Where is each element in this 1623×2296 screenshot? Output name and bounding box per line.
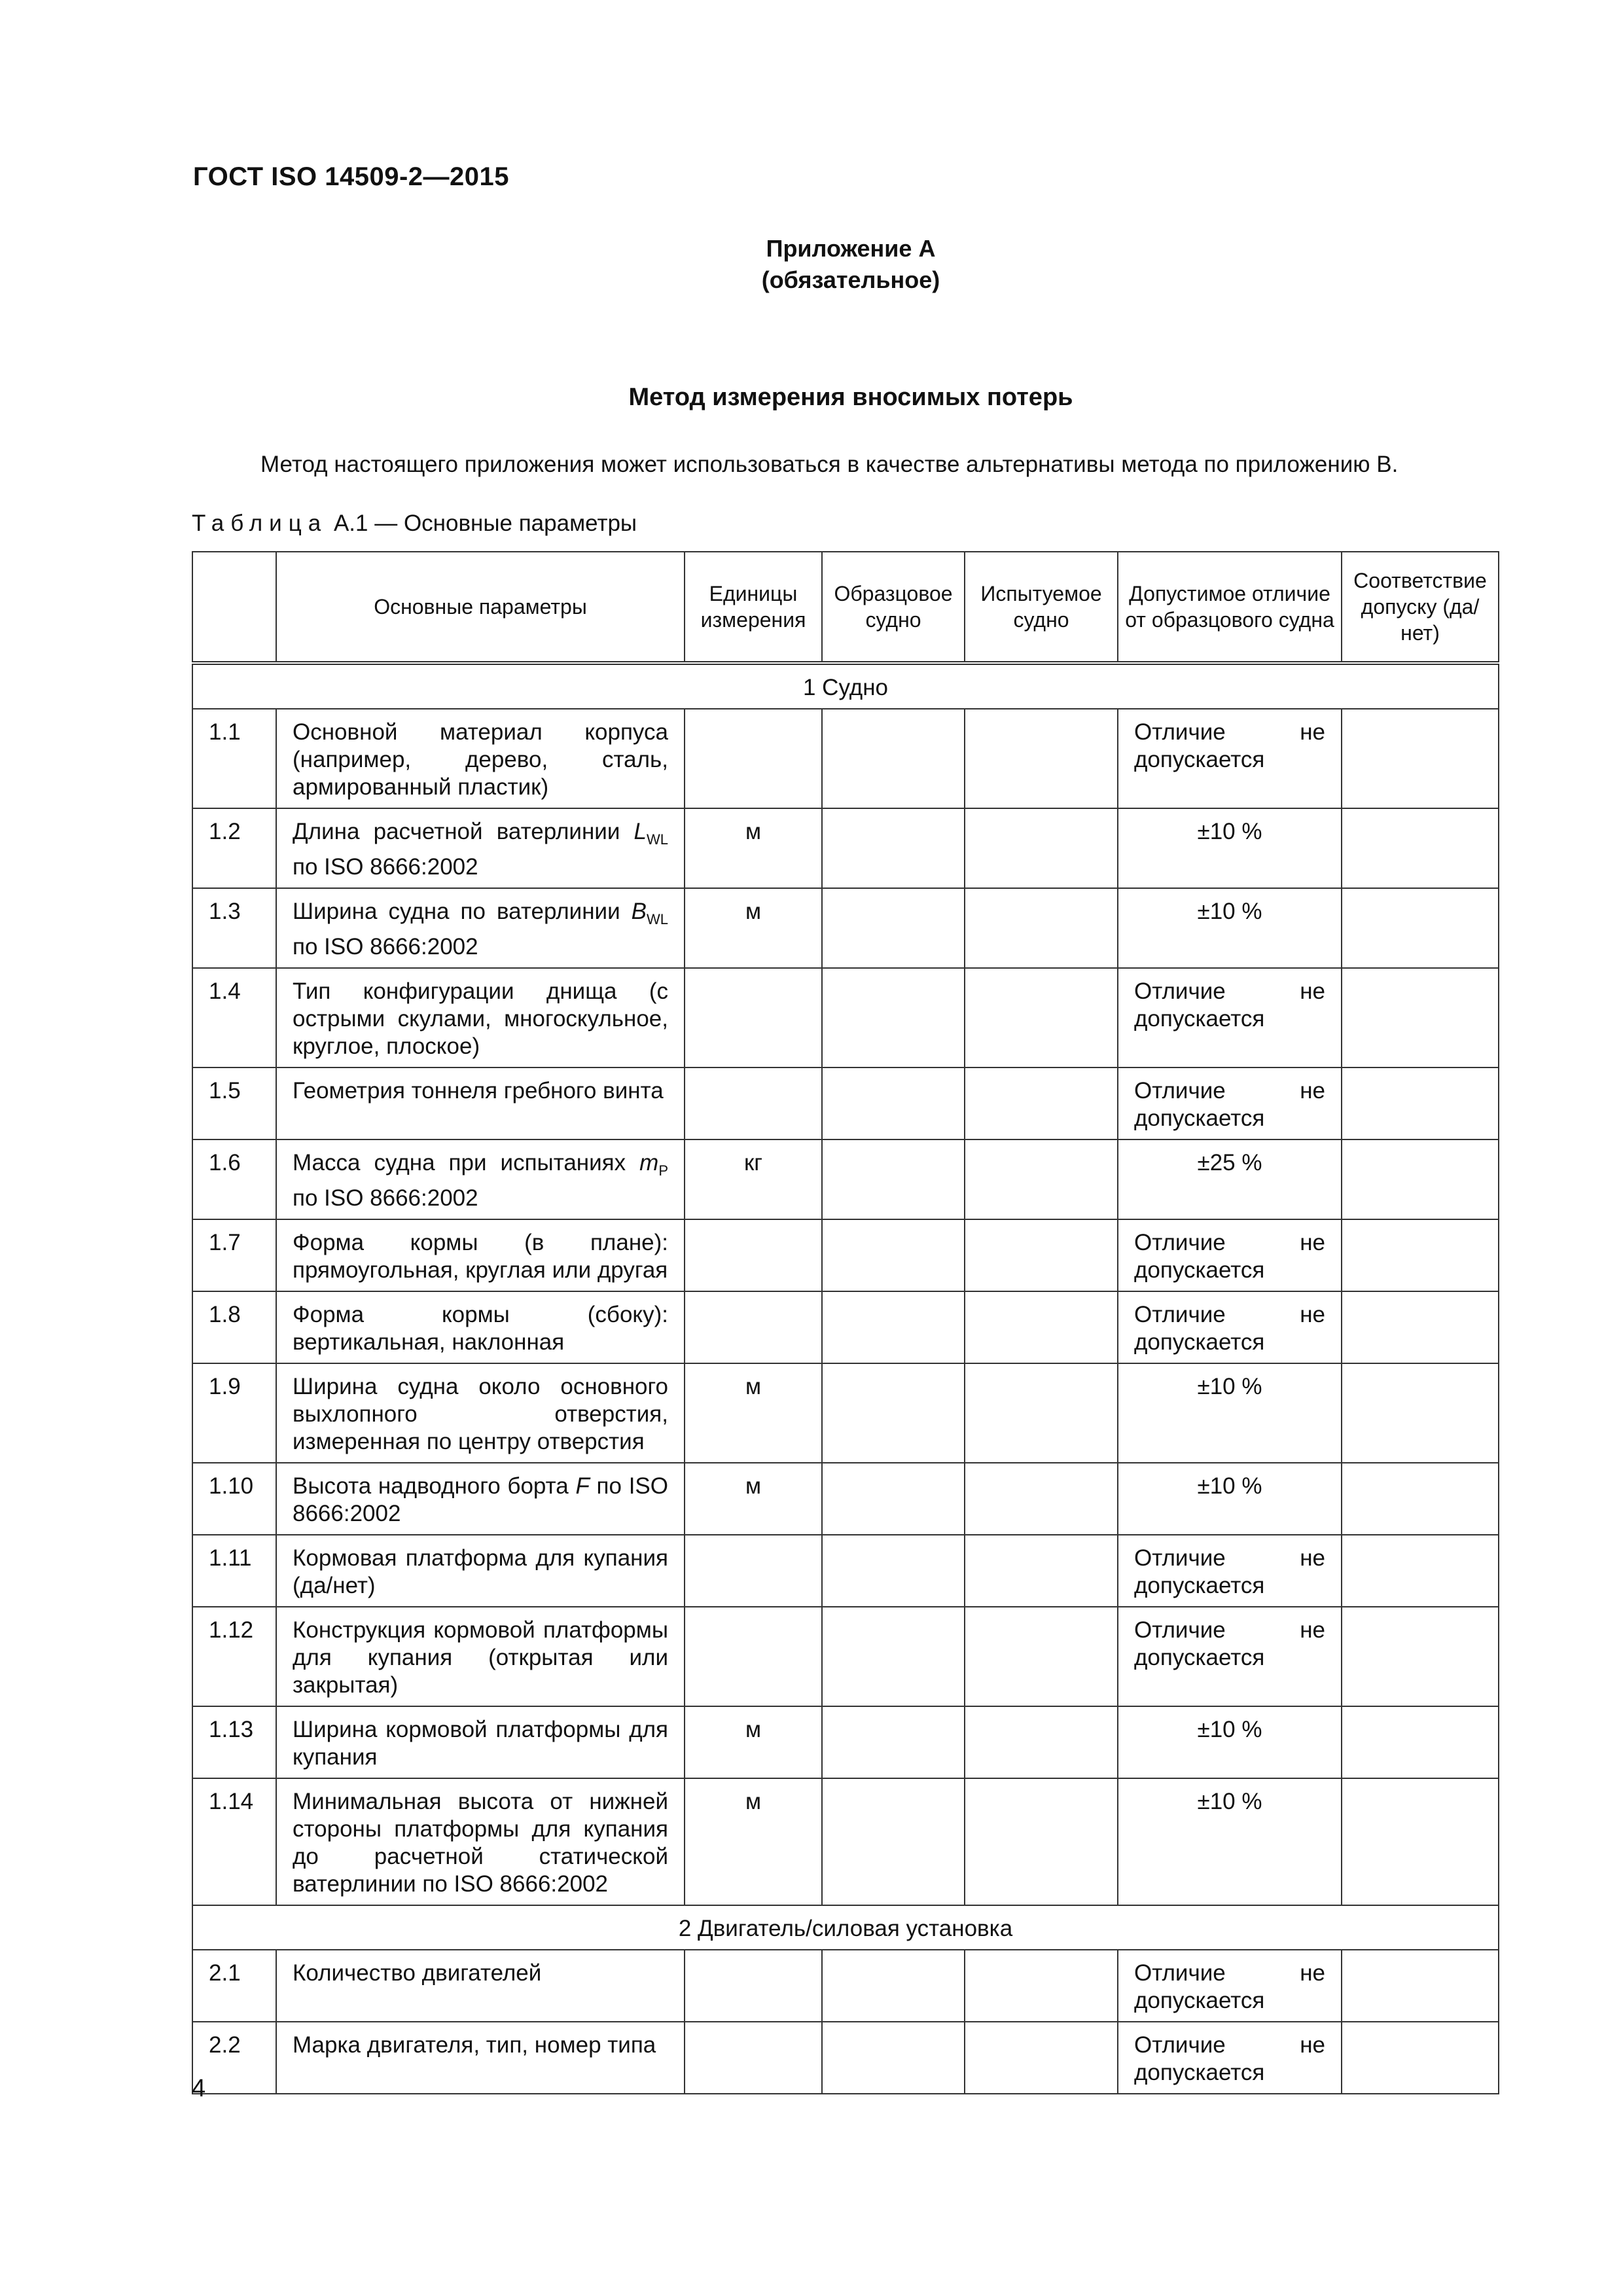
row-test-vessel[interactable] bbox=[965, 1139, 1118, 1219]
row-parameter: Геометрия тоннеля гребного винта bbox=[276, 1067, 685, 1139]
row-test-vessel[interactable] bbox=[965, 1778, 1118, 1905]
row-number: 1.14 bbox=[192, 1778, 276, 1905]
section-engine: 2 Двигатель/силовая установка bbox=[192, 1905, 1499, 1950]
section-engine-row bbox=[192, 1905, 1499, 1950]
row-reference-vessel[interactable] bbox=[822, 2022, 965, 2094]
table-row bbox=[192, 1463, 1499, 1535]
table-row bbox=[192, 1778, 1499, 1905]
param-symbol: m bbox=[639, 1150, 659, 1175]
section-vessel: 1 Судно bbox=[192, 663, 1499, 709]
row-number: 1.7 bbox=[192, 1219, 276, 1291]
row-tolerance: Отличие не допускается bbox=[1118, 2022, 1342, 2094]
row-tolerance: ±10 % bbox=[1118, 808, 1342, 888]
row-parameter: Ширина кормовой платформы для купания bbox=[276, 1706, 685, 1778]
row-parameter: Ширина судна около основного выхлопного отверстия, измеренная по центру отверстия bbox=[276, 1363, 685, 1463]
row-number: 1.3 bbox=[192, 888, 276, 968]
param-text-post: по ISO 8666:2002 bbox=[293, 854, 478, 880]
table-row bbox=[192, 1950, 1499, 2022]
page-number: 4 bbox=[192, 2075, 206, 2102]
row-test-vessel[interactable] bbox=[965, 1463, 1118, 1535]
row-compliance[interactable] bbox=[1342, 1778, 1499, 1905]
param-text-pre: Масса судна при испытаниях bbox=[293, 1150, 640, 1175]
table-caption bbox=[192, 511, 637, 537]
header-num bbox=[192, 552, 276, 663]
document-code: ГОСТ ISO 14509-2—2015 bbox=[193, 162, 509, 191]
row-number: 1.2 bbox=[192, 808, 276, 888]
row-tolerance: ±25 % bbox=[1118, 1139, 1342, 1219]
row-reference-vessel[interactable] bbox=[822, 968, 965, 1067]
row-test-vessel[interactable] bbox=[965, 1363, 1118, 1463]
row-test-vessel[interactable] bbox=[965, 2022, 1118, 2094]
row-tolerance: ±10 % bbox=[1118, 1463, 1342, 1535]
row-parameter: Форма кормы (сбоку): вертикальная, наклонная bbox=[276, 1291, 685, 1363]
section-vessel-row bbox=[192, 663, 1499, 709]
table-row bbox=[192, 968, 1499, 1067]
row-number: 1.11 bbox=[192, 1535, 276, 1607]
row-tolerance: ±10 % bbox=[1118, 1363, 1342, 1463]
row-tolerance: Отличие не допускается bbox=[1118, 1067, 1342, 1139]
row-compliance[interactable] bbox=[1342, 1067, 1499, 1139]
row-unit: м bbox=[685, 1363, 822, 1463]
row-test-vessel[interactable] bbox=[965, 1950, 1118, 2022]
row-reference-vessel[interactable] bbox=[822, 1778, 965, 1905]
table-row bbox=[192, 709, 1499, 808]
row-test-vessel[interactable] bbox=[965, 888, 1118, 968]
row-tolerance: ±10 % bbox=[1118, 888, 1342, 968]
table-row bbox=[192, 1067, 1499, 1139]
row-tolerance: ±10 % bbox=[1118, 1778, 1342, 1905]
row-unit: м bbox=[685, 1778, 822, 1905]
row-parameter bbox=[276, 1139, 685, 1219]
row-compliance[interactable] bbox=[1342, 808, 1499, 888]
row-parameter: Тип конфигурации днища (с острыми скулами, многоскульное, круглое, плоское) bbox=[276, 968, 685, 1067]
row-reference-vessel[interactable] bbox=[822, 709, 965, 808]
param-symbol: B bbox=[631, 899, 647, 924]
param-symbol: F bbox=[575, 1473, 590, 1499]
header-compliance: Соответствие допуску (да/нет) bbox=[1342, 552, 1499, 663]
row-number: 2.2 bbox=[192, 2022, 276, 2094]
row-number: 1.1 bbox=[192, 709, 276, 808]
row-unit bbox=[685, 1535, 822, 1607]
row-compliance[interactable] bbox=[1342, 1219, 1499, 1291]
row-parameter: Форма кормы (в плане): прямоугольная, круглая или другая bbox=[276, 1219, 685, 1291]
row-test-vessel[interactable] bbox=[965, 1291, 1118, 1363]
row-reference-vessel[interactable] bbox=[822, 1219, 965, 1291]
param-text-pre: Длина расчетной ватерлинии bbox=[293, 819, 634, 844]
row-test-vessel[interactable] bbox=[965, 808, 1118, 888]
row-unit bbox=[685, 968, 822, 1067]
row-unit: м bbox=[685, 1706, 822, 1778]
intro-paragraph: Метод настоящего приложения может использоваться в качестве альтернативы метода по приложению В. bbox=[260, 452, 1399, 477]
row-number: 1.13 bbox=[192, 1706, 276, 1778]
row-tolerance: Отличие не допускается bbox=[1118, 1219, 1342, 1291]
row-parameter: Кормовая платформа для купания (да/нет) bbox=[276, 1535, 685, 1607]
row-test-vessel[interactable] bbox=[965, 1535, 1118, 1607]
row-compliance[interactable] bbox=[1342, 1363, 1499, 1463]
param-subscript: P bbox=[658, 1162, 668, 1179]
row-number: 1.8 bbox=[192, 1291, 276, 1363]
parameters-table bbox=[192, 551, 1499, 2094]
row-compliance[interactable] bbox=[1342, 1291, 1499, 1363]
row-compliance[interactable] bbox=[1342, 2022, 1499, 2094]
row-reference-vessel[interactable] bbox=[822, 1607, 965, 1706]
row-parameter bbox=[276, 808, 685, 888]
row-test-vessel[interactable] bbox=[965, 709, 1118, 808]
row-number: 1.12 bbox=[192, 1607, 276, 1706]
row-parameter bbox=[276, 1463, 685, 1535]
row-unit bbox=[685, 1950, 822, 2022]
row-reference-vessel[interactable] bbox=[822, 1363, 965, 1463]
table-row bbox=[192, 1535, 1499, 1607]
row-reference-vessel[interactable] bbox=[822, 1291, 965, 1363]
param-text-post: по ISO 8666:2002 bbox=[293, 934, 478, 960]
table-row bbox=[192, 1291, 1499, 1363]
table-body bbox=[192, 663, 1499, 2094]
row-unit bbox=[685, 1291, 822, 1363]
header-ref-vessel: Образцовое судно bbox=[822, 552, 965, 663]
row-tolerance: Отличие не допускается bbox=[1118, 1607, 1342, 1706]
table-caption-word: Таблица bbox=[192, 511, 328, 536]
table-row bbox=[192, 2022, 1499, 2094]
row-reference-vessel[interactable] bbox=[822, 888, 965, 968]
table-row bbox=[192, 1363, 1499, 1463]
table-row bbox=[192, 1706, 1499, 1778]
row-unit: кг bbox=[685, 1139, 822, 1219]
param-text-pre: Ширина судна по ватерлинии bbox=[293, 899, 632, 924]
appendix-status: (обязательное) bbox=[761, 266, 940, 293]
row-parameter: Конструкция кормовой платформы для купания (открытая или закрытая) bbox=[276, 1607, 685, 1706]
row-compliance[interactable] bbox=[1342, 709, 1499, 808]
row-reference-vessel[interactable] bbox=[822, 1067, 965, 1139]
param-text-post: по ISO 8666:2002 bbox=[293, 1473, 668, 1526]
row-tolerance: Отличие не допускается bbox=[1118, 968, 1342, 1067]
row-number: 2.1 bbox=[192, 1950, 276, 2022]
row-number: 1.5 bbox=[192, 1067, 276, 1139]
row-parameter bbox=[276, 888, 685, 968]
method-title: Метод измерения вносимых потерь bbox=[628, 384, 1073, 411]
row-unit: м bbox=[685, 888, 822, 968]
row-compliance[interactable] bbox=[1342, 1139, 1499, 1219]
row-parameter: Основной материал корпуса (например, дерево, сталь, армированный пластик) bbox=[276, 709, 685, 808]
row-unit: м bbox=[685, 808, 822, 888]
row-number: 1.6 bbox=[192, 1139, 276, 1219]
row-number: 1.10 bbox=[192, 1463, 276, 1535]
row-tolerance: Отличие не допускается bbox=[1118, 1535, 1342, 1607]
header-test-vessel: Испытуемое судно bbox=[965, 552, 1118, 663]
header-param: Основные параметры bbox=[276, 552, 685, 663]
row-unit bbox=[685, 2022, 822, 2094]
header-unit: Единицы измерения bbox=[685, 552, 822, 663]
row-compliance[interactable] bbox=[1342, 888, 1499, 968]
row-compliance[interactable] bbox=[1342, 1950, 1499, 2022]
row-parameter: Количество двигателей bbox=[276, 1950, 685, 2022]
param-subscript: WL bbox=[647, 831, 668, 848]
row-unit bbox=[685, 1607, 822, 1706]
row-reference-vessel[interactable] bbox=[822, 1535, 965, 1607]
table-row bbox=[192, 1607, 1499, 1706]
appendix-title: Приложение А bbox=[766, 235, 936, 262]
param-symbol: L bbox=[633, 819, 647, 844]
table-row bbox=[192, 1139, 1499, 1219]
appendix-heading bbox=[654, 233, 1047, 296]
row-number: 1.9 bbox=[192, 1363, 276, 1463]
row-test-vessel[interactable] bbox=[965, 1607, 1118, 1706]
row-parameter: Марка двигателя, тип, номер типа bbox=[276, 2022, 685, 2094]
row-reference-vessel[interactable] bbox=[822, 808, 965, 888]
row-tolerance: Отличие не допускается bbox=[1118, 1291, 1342, 1363]
row-unit bbox=[685, 1067, 822, 1139]
row-test-vessel[interactable] bbox=[965, 1706, 1118, 1778]
row-reference-vessel[interactable] bbox=[822, 1463, 965, 1535]
row-reference-vessel[interactable] bbox=[822, 1706, 965, 1778]
table-row bbox=[192, 1219, 1499, 1291]
row-test-vessel[interactable] bbox=[965, 968, 1118, 1067]
table-caption-rest: А.1 — Основные параметры bbox=[327, 511, 637, 536]
table-row bbox=[192, 808, 1499, 888]
row-number: 1.4 bbox=[192, 968, 276, 1067]
row-unit: м bbox=[685, 1463, 822, 1535]
row-compliance[interactable] bbox=[1342, 1463, 1499, 1535]
row-reference-vessel[interactable] bbox=[822, 1950, 965, 2022]
table-header-row bbox=[192, 552, 1499, 663]
row-tolerance: Отличие не допускается bbox=[1118, 1950, 1342, 2022]
row-compliance[interactable] bbox=[1342, 1535, 1499, 1607]
row-reference-vessel[interactable] bbox=[822, 1139, 965, 1219]
row-test-vessel[interactable] bbox=[965, 1067, 1118, 1139]
param-subscript: WL bbox=[647, 911, 668, 927]
param-text-post: по ISO 8666:2002 bbox=[293, 1185, 478, 1211]
row-compliance[interactable] bbox=[1342, 1706, 1499, 1778]
row-compliance[interactable] bbox=[1342, 968, 1499, 1067]
row-unit bbox=[685, 1219, 822, 1291]
row-tolerance: Отличие не допускается bbox=[1118, 709, 1342, 808]
row-compliance[interactable] bbox=[1342, 1607, 1499, 1706]
row-test-vessel[interactable] bbox=[965, 1219, 1118, 1291]
header-tolerance: Допустимое отличие от образцового судна bbox=[1118, 552, 1342, 663]
table-row bbox=[192, 888, 1499, 968]
row-tolerance: ±10 % bbox=[1118, 1706, 1342, 1778]
row-parameter: Минимальная высота от нижней стороны платформы для купания до расчетной статической ватерлинии по ISO 8666:2002 bbox=[276, 1778, 685, 1905]
param-text-pre: Высота надводного борта bbox=[293, 1473, 576, 1499]
row-unit bbox=[685, 709, 822, 808]
